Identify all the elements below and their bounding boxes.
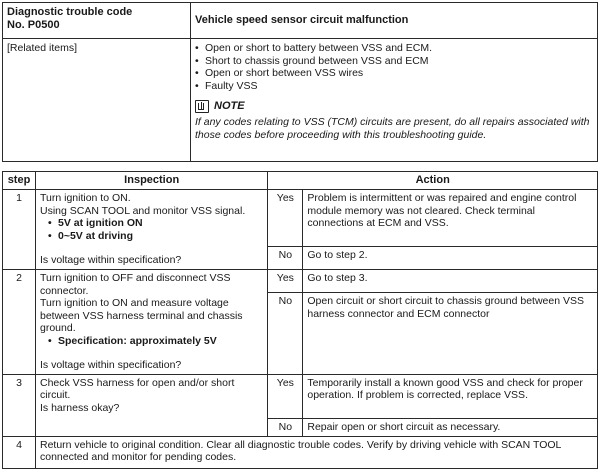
troubleshooting-table: [2, 171, 598, 469]
note-heading: [195, 100, 593, 113]
no-action: Go to step 2.: [303, 247, 598, 270]
inspection-cell: [36, 190, 268, 270]
action-header: Action: [268, 172, 598, 190]
table-row: [3, 190, 598, 247]
related-item: • Open or short between VSS wires: [195, 67, 593, 80]
related-items-cell: [191, 39, 598, 162]
related-items-label: [Related items]: [7, 42, 78, 54]
step-header: step: [3, 172, 36, 190]
note-book-icon: [195, 100, 209, 113]
spec-item: • Specification: approximately 5V: [48, 335, 263, 348]
yes-label: Yes: [268, 190, 303, 247]
no-action: Open circuit or short circuit to chassis ground between VSS harness connector and ECM connector: [303, 293, 598, 374]
inspection-cell: [36, 270, 268, 375]
no-label: No: [268, 247, 303, 270]
spec-list: [48, 217, 263, 242]
inspection-line: Is harness okay?: [40, 401, 120, 414]
dtc-code-label: Diagnostic trouble code: [7, 6, 133, 18]
yes-label: Yes: [268, 270, 303, 293]
dtc-title-cell: [191, 3, 598, 39]
yes-action: Temporarily install a known good VSS and check for proper operation. If problem is corrected, replace VSS.: [303, 374, 598, 418]
table-row: [3, 374, 598, 418]
no-action: Repair open or short circuit as necessary.: [303, 418, 598, 436]
table-row: [3, 436, 598, 468]
inspection-header: Inspection: [36, 172, 268, 190]
inspection-line: Check VSS harness for open and/or short circuit.: [40, 376, 235, 401]
step-number: 1: [3, 190, 36, 270]
note-text: If any codes relating to VSS (TCM) circuits are present, do all repairs associated with those codes before proceeding with this troubleshooting guide.: [195, 116, 590, 141]
yes-action: Go to step 3.: [303, 270, 598, 293]
no-label: No: [268, 418, 303, 436]
yes-action: Problem is intermittent or was repaired and engine control module memory was not cleared. Check terminal connections at ECM and VSS.: [303, 190, 598, 247]
note-title: NOTE: [214, 100, 245, 113]
no-label: No: [268, 293, 303, 374]
inspection-line: Using SCAN TOOL and monitor VSS signal.: [40, 204, 246, 217]
dtc-title: Vehicle speed sensor circuit malfunction: [195, 14, 409, 27]
inspection-question: Is voltage within specification?: [40, 254, 182, 266]
dtc-header-table: [2, 2, 598, 162]
inspection-line: Turn ignition to ON.: [40, 192, 131, 204]
spec-list: [48, 335, 263, 348]
final-step-text: Return vehicle to original condition. Clear all diagnostic trouble codes. Verify by driving vehicle with SCAN TOOL connected and monitor for pending codes.: [36, 436, 598, 468]
dtc-code-cell: [3, 3, 191, 39]
related-item: • Faulty VSS: [195, 80, 593, 93]
inspection-line: Turn ignition to OFF and disconnect VSS connector.: [40, 272, 231, 297]
table-row: [3, 270, 598, 293]
inspection-question: Is voltage within specification?: [40, 359, 182, 371]
inspection-cell: [36, 374, 268, 436]
related-items-list: [195, 42, 593, 92]
dtc-code-number: No. P0500: [7, 18, 60, 31]
yes-label: Yes: [268, 374, 303, 418]
related-label-cell: [3, 39, 191, 162]
step-number: 4: [3, 436, 36, 468]
inspection-line: Turn ignition to ON and measure voltage between VSS harness terminal and chassis ground.: [40, 297, 243, 334]
related-item: • Short to chassis ground between VSS and ECM: [195, 55, 593, 68]
spec-item: • 5V at ignition ON: [48, 217, 263, 230]
step-number: 2: [3, 270, 36, 375]
step-number: 3: [3, 374, 36, 436]
spec-item: • 0~5V at driving: [48, 230, 263, 243]
table-header-row: [3, 172, 598, 190]
related-item: • Open or short to battery between VSS and ECM.: [195, 42, 593, 55]
